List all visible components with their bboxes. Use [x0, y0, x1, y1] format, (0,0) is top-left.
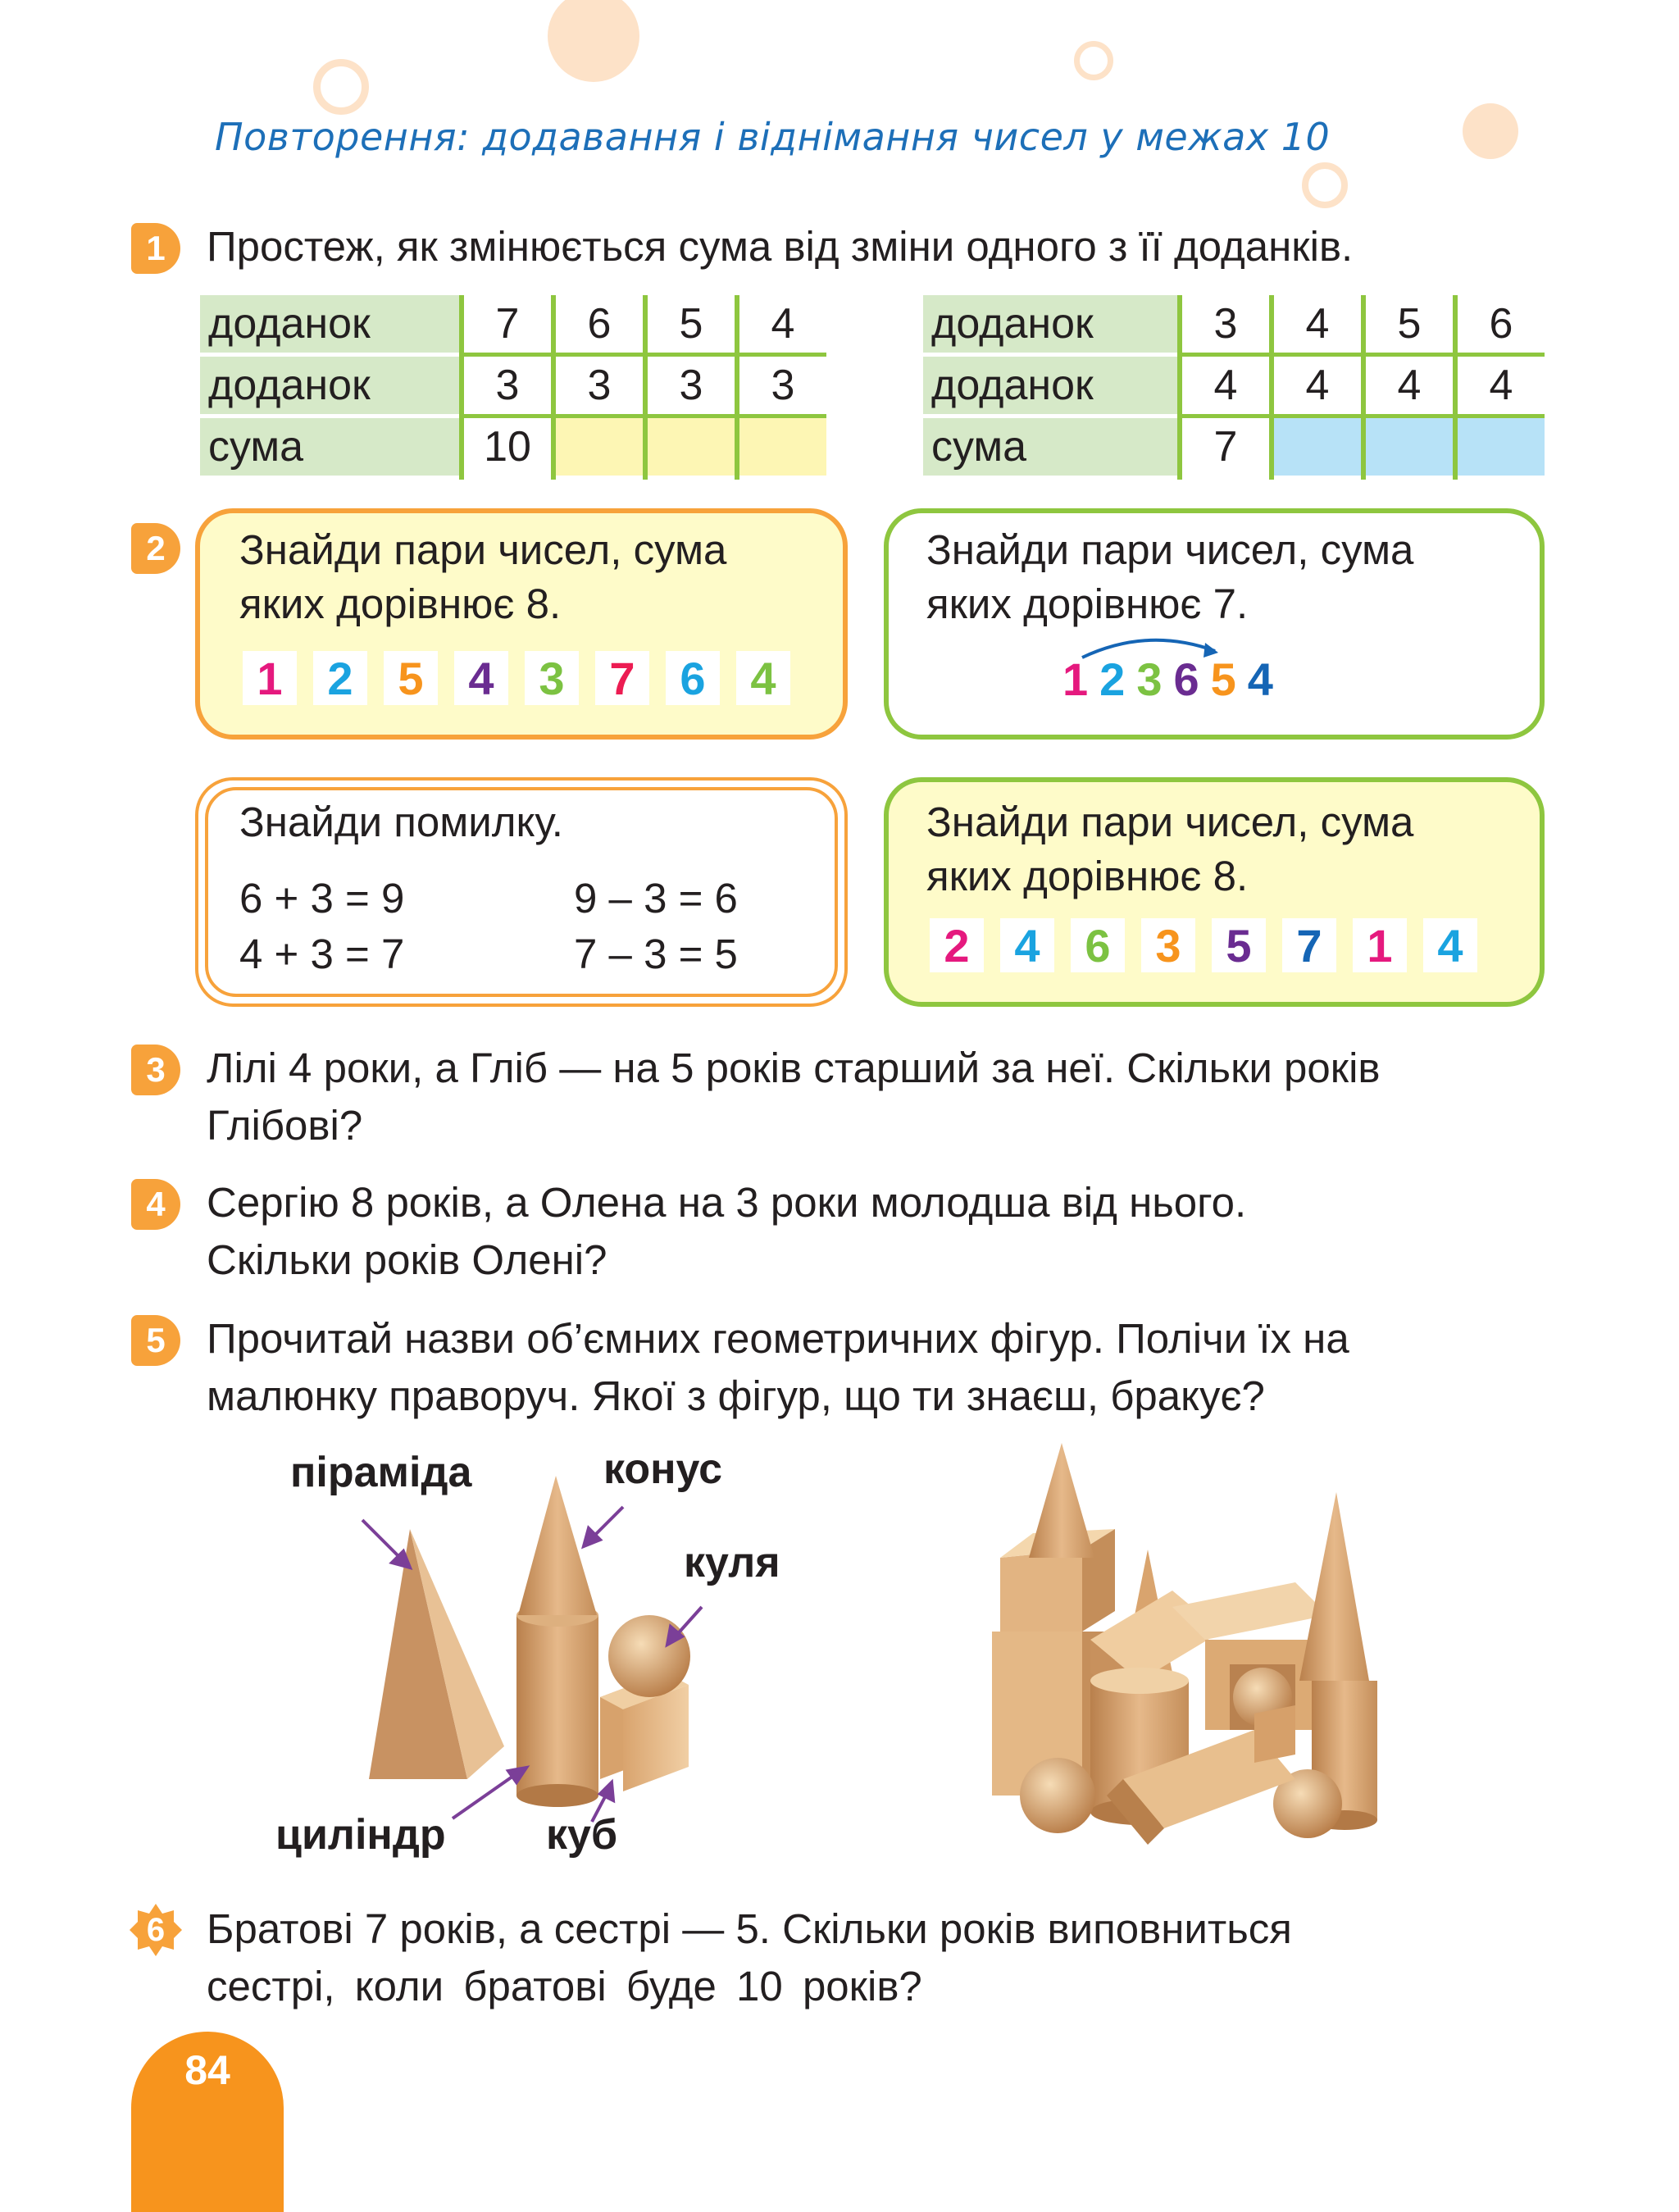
label-cylinder: циліндр: [275, 1811, 446, 1859]
box-text: яких дорівнює 7.: [926, 580, 1249, 627]
table-cell: 10: [462, 416, 553, 478]
table-cell: 4: [1272, 355, 1363, 416]
table-label: доданок: [200, 355, 462, 416]
task-number-badge: 1: [131, 223, 180, 274]
digit-tiles: [930, 918, 1477, 972]
table-cell: 7: [1180, 416, 1272, 478]
wooden-blocks-illustration: [984, 1435, 1410, 1861]
digit-tile[interactable]: 4: [454, 651, 508, 705]
decor-ring: [1302, 162, 1348, 208]
table-cell: 7: [462, 295, 553, 355]
table-cell: 5: [645, 295, 737, 355]
sum-table-left: [200, 295, 826, 480]
digit-tile[interactable]: 2: [930, 918, 984, 972]
answer-cell[interactable]: [1455, 416, 1545, 478]
equation: 7 – 3 = 5: [574, 931, 738, 977]
equation: 6 + 3 = 9: [239, 875, 405, 922]
answer-cell[interactable]: [645, 416, 737, 478]
table-label: сума: [923, 416, 1180, 478]
digit-tile[interactable]: 6: [666, 651, 720, 705]
table-cell: 6: [1455, 295, 1545, 355]
digit-row: [1062, 653, 1273, 706]
answer-cell[interactable]: [737, 416, 826, 478]
table-cell: 6: [553, 295, 645, 355]
task-4-line-2: Скільки років Олені?: [207, 1236, 607, 1283]
digit[interactable]: 5: [1210, 653, 1236, 705]
digit[interactable]: 4: [1247, 653, 1273, 705]
digit-tiles: [243, 651, 790, 705]
page-title: Повторення: додавання і віднімання чисел у межах 10: [215, 115, 1331, 159]
equation: 9 – 3 = 6: [574, 875, 738, 922]
digit-tile[interactable]: 3: [1141, 918, 1195, 972]
task-number-badge: 2: [131, 523, 180, 574]
page-number: 84: [184, 2047, 230, 2093]
digit-tile[interactable]: 5: [1212, 918, 1266, 972]
table-cell: 4: [1180, 355, 1272, 416]
table-cell: 3: [645, 355, 737, 416]
digit-tile[interactable]: 4: [1000, 918, 1054, 972]
task-4-line-1: Сергію 8 років, а Олена на 3 роки молодша від нього.: [207, 1179, 1247, 1226]
decor-ring: [313, 59, 369, 115]
box-text: Знайди пари чисел, сума: [926, 526, 1414, 573]
answer-cell[interactable]: [553, 416, 645, 478]
sum-table-right: [923, 295, 1545, 480]
label-pyramid: піраміда: [290, 1449, 472, 1496]
decor-ring: [1074, 41, 1113, 80]
table-cell: 4: [1272, 295, 1363, 355]
answer-cell[interactable]: [1363, 416, 1455, 478]
task-6-line-1: Братові 7 років, а сестрі — 5. Скільки років виповниться: [207, 1905, 1292, 1952]
answer-cell[interactable]: [1272, 416, 1363, 478]
box-text: яких дорівнює 8.: [926, 853, 1249, 899]
equation: 4 + 3 = 7: [239, 931, 405, 977]
digit-tile[interactable]: 7: [595, 651, 649, 705]
table-cell: 4: [737, 295, 826, 355]
table-cell: 5: [1363, 295, 1455, 355]
task-1-text: Простеж, як змінюється сума від зміни одного з її доданків.: [207, 223, 1354, 270]
task-number-badge: 4: [131, 1179, 180, 1230]
label-cone: конус: [603, 1445, 723, 1493]
table-label: сума: [200, 416, 462, 478]
task-5-line-2: малюнку праворуч. Якої з фігур, що ти знаєш, бракує?: [207, 1372, 1265, 1419]
table-cell: 4: [1363, 355, 1455, 416]
task-5-line-1: Прочитай назви об’ємних геометричних фігур. Полічи їх на: [207, 1315, 1349, 1362]
label-cube: куб: [546, 1811, 618, 1859]
digit[interactable]: 1: [1062, 653, 1089, 705]
task-number-badge: 5: [131, 1315, 180, 1366]
box-text: Знайди помилку.: [239, 799, 563, 845]
table-label: доданок: [923, 355, 1180, 416]
table-cell: 3: [553, 355, 645, 416]
task-6-line-2: сестрі, коли братові буде 10 років?: [207, 1963, 922, 2009]
table-label: доданок: [923, 295, 1180, 355]
label-sphere: куля: [684, 1539, 780, 1586]
digit-tile[interactable]: 1: [1353, 918, 1407, 972]
digit-tile[interactable]: 7: [1282, 918, 1336, 972]
table-cell: 3: [462, 355, 553, 416]
table-cell: 3: [1180, 295, 1272, 355]
digit[interactable]: 2: [1099, 653, 1126, 705]
task-number-badge: 3: [131, 1045, 180, 1095]
digit-tile[interactable]: 5: [384, 651, 438, 705]
table-cell: 3: [737, 355, 826, 416]
box-text: Знайди пари чисел, сума: [239, 526, 727, 573]
digit-tile[interactable]: 3: [525, 651, 579, 705]
digit-tile[interactable]: 4: [736, 651, 790, 705]
task-3-line-1: Лілі 4 роки, а Гліб — на 5 років старший за неї. Скільки років: [207, 1045, 1381, 1091]
task-number-badge: 6: [146, 1911, 166, 1948]
decor-circle: [1463, 103, 1518, 159]
box-text: Знайди пари чисел, сума: [926, 799, 1414, 845]
digit-tile[interactable]: 6: [1071, 918, 1125, 972]
digit-tile[interactable]: 2: [313, 651, 367, 705]
digit-tile[interactable]: 1: [243, 651, 297, 705]
decor-circle: [548, 0, 639, 82]
digit[interactable]: 6: [1173, 653, 1199, 705]
table-label: доданок: [200, 295, 462, 355]
digit-tile[interactable]: 4: [1423, 918, 1477, 972]
box-text: яких дорівнює 8.: [239, 580, 562, 627]
table-cell: 4: [1455, 355, 1545, 416]
task-3-line-2: Глібові?: [207, 1102, 363, 1149]
digit[interactable]: 3: [1136, 653, 1163, 705]
label-arrows: [344, 1451, 836, 1837]
